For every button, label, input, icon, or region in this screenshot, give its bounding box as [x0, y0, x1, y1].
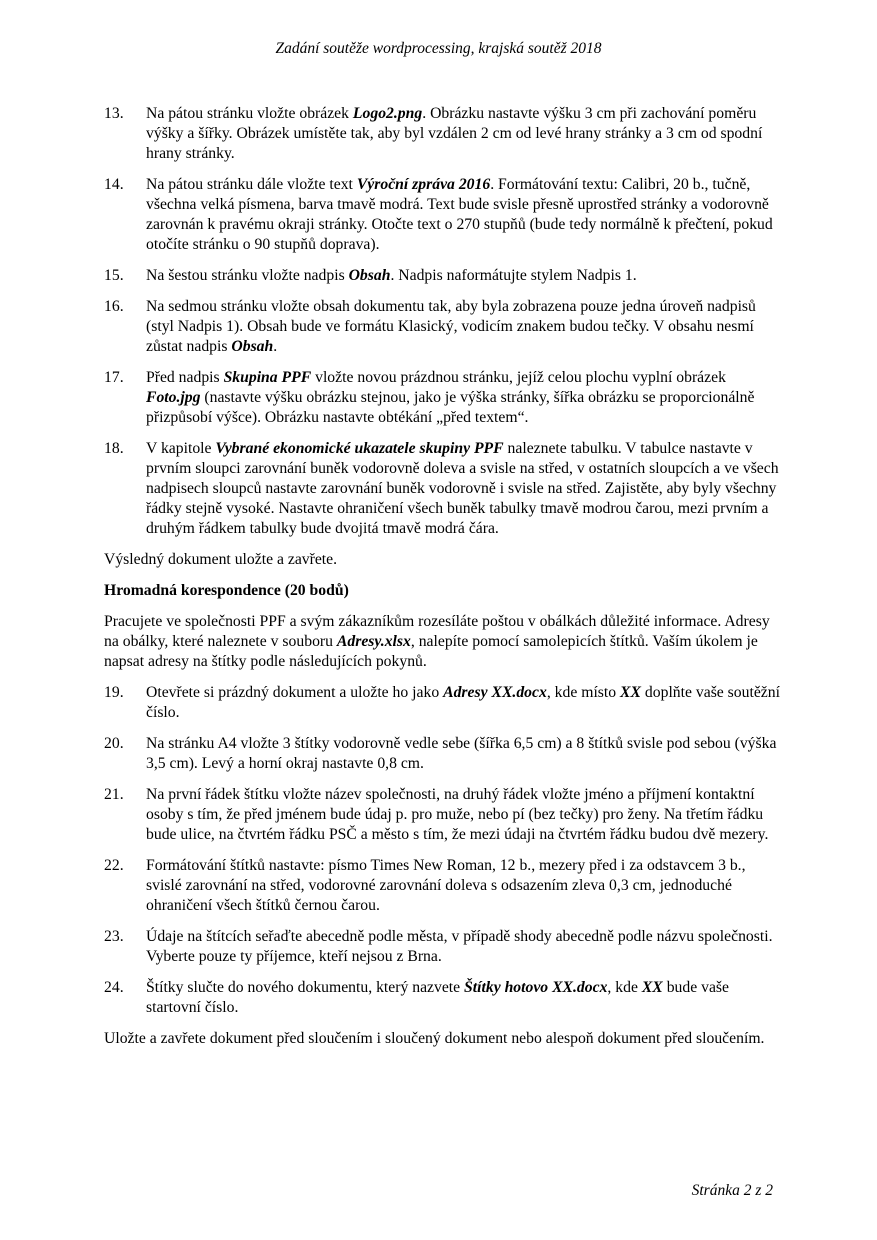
task-list-wordprocessing	[104, 104, 784, 539]
task-number: 15.	[104, 267, 124, 284]
task-text	[146, 856, 784, 916]
task-text	[146, 104, 784, 164]
text-run: vložte novou prázdnou stránku, jejíž celou plochu vyplní obrázek	[311, 369, 726, 386]
task-item	[104, 785, 784, 845]
task-text	[146, 785, 784, 845]
task-item	[104, 297, 784, 357]
emphasized-filename: Adresy XX.docx	[443, 684, 547, 701]
task-number: 14.	[104, 176, 124, 193]
text-run: . Nadpis naformátujte stylem Nadpis 1.	[390, 267, 637, 284]
text-run: Na šestou stránku vložte nadpis	[146, 267, 349, 284]
text-run: Na stránku A4 vložte 3 štítky vodorovně vedle sebe (šířka 6,5 cm) a 8 štítků svisle pod sebou (výška 3,5 cm). Levý a horní okraj nastavte 0,8 cm.	[146, 735, 777, 772]
text-run: Na pátou stránku vložte obrázek	[146, 105, 353, 122]
task-item	[104, 266, 784, 286]
task-number: 16.	[104, 298, 124, 315]
task-item	[104, 734, 784, 774]
task-text	[146, 978, 784, 1018]
emphasized-filename: XX	[641, 979, 663, 996]
task-text	[146, 266, 784, 286]
task-number: 20.	[104, 735, 124, 752]
page-footer: Stránka 2 z 2	[691, 1182, 773, 1199]
task-number: 19.	[104, 684, 124, 701]
task-number: 24.	[104, 979, 124, 996]
save-instruction: Výsledný dokument uložte a zavřete.	[104, 551, 338, 568]
emphasized-filename: Skupina PPF	[223, 369, 312, 386]
text-run: , kde místo	[546, 684, 621, 701]
emphasized-filename: XX	[620, 684, 641, 701]
closing-instruction: Uložte a zavřete dokument před sloučením i sloučený dokument nebo alespoň dokument před sloučením.	[104, 1030, 765, 1047]
task-text	[146, 368, 784, 428]
document-body	[104, 104, 784, 1060]
text-run: Na první řádek štítku vložte název společnosti, na druhý řádek vložte jméno a příjmení kontaktní osoby s tím, že před jménem bude údaj p. pro muže, nebo pí (bez tečky) pro ženy. Na třetím řádku bude ulice, na čtvrtém řádku PSČ a město s tím, že mezi údaji na čtvrtém řádku budou dvě mezery.	[146, 786, 769, 843]
section-intro	[104, 612, 784, 672]
text-run: Před nadpis	[146, 369, 224, 386]
text-run: Pracujete ve společnosti PPF a svým zákazníkům rozesíláte poštou v obálkách důležité informace. Adresy na obálky, které naleznete v souboru	[104, 613, 770, 650]
task-text	[146, 439, 784, 539]
text-run: , nalepíte pomocí samolepicích štítků. Vaším úkolem je napsat adresy na štítky podle následujících pokynů.	[104, 633, 758, 670]
text-run: Na pátou stránku dále vložte text	[146, 176, 357, 193]
text-run: Na sedmou stránku vložte obsah dokumentu tak, aby byla zobrazena pouze jedna úroveň nadpisů (styl Nadpis 1). Obsah bude ve formátu Klasický, vodicím znakem budou tečky. V obsahu nesmí zůstat nadpis	[146, 298, 756, 355]
task-list-mail-merge	[104, 683, 784, 1018]
text-run: (nastavte výšku obrázku stejnou, jako je výška stránky, šířka obrázku se proporcionálně přizpůsobí výšce). Obrázku nastavte obtékání „před textem“.	[146, 389, 755, 426]
task-text	[146, 175, 784, 255]
task-text	[146, 734, 784, 774]
text-run: .	[273, 338, 278, 355]
page-header: Zadání soutěže wordprocessing, krajská soutěž 2018	[275, 40, 602, 57]
task-number: 18.	[104, 440, 124, 457]
task-item	[104, 927, 784, 967]
text-run: V kapitole	[146, 440, 216, 457]
text-run: , kde	[607, 979, 642, 996]
task-item	[104, 856, 784, 916]
text-run: . Formátování textu: Calibri, 20 b., tučně, všechna velká písmena, barva tmavě modrá. Text bude svisle přesně uprostřed stránky a vodorovně zarovnán k pravému okraji stránky. Otočte text o 270 stupňů (bude tedy normálně k přečtení, pokud otočíte stránku o 90 stupňů doprava).	[146, 176, 773, 253]
task-number: 13.	[104, 105, 124, 122]
emphasized-filename: Výroční zpráva 2016	[356, 176, 491, 193]
text-run: . Obrázku nastavte výšku 3 cm při zachování poměru výšky a šířky. Obrázek umístěte tak, aby byl vzdálen 2 cm od levé hrany stránky a 3 cm od spodní hrany stránky.	[146, 105, 763, 162]
text-run: Štítky slučte do nového dokumentu, který nazvete	[146, 979, 465, 996]
text-run: naleznete tabulku. V tabulce nastavte v prvním sloupci zarovnání buněk vodorovně doleva a svisle na střed, v ostatních sloupcích a ve všech nadpisech sloupců nastavte zarovnání buněk vodorovně i svisle na střed. Zajistěte, aby byly všechny řádky stejně vysoké. Nastavte ohraničení všech buněk tabulky tmavě modrou čarou, mezi prvním a druhým řádkem tabulky bude dvojitá tmavě modrá čára.	[146, 440, 779, 537]
task-number: 21.	[104, 786, 124, 803]
emphasized-filename: Obsah	[348, 267, 391, 284]
task-item	[104, 175, 784, 255]
task-number: 22.	[104, 857, 124, 874]
text-run: Formátování štítků nastavte: písmo Times New Roman, 12 b., mezery před i za odstavcem 3 b., svislé zarovnání na střed, vodorovné zarovnání doleva s odsazením zleva 0,3 cm, jednoduché ohraničení všech štítků černou čarou.	[146, 857, 746, 914]
task-item	[104, 683, 784, 723]
text-run: bude vaše startovní číslo.	[146, 979, 729, 1016]
task-item	[104, 104, 784, 164]
emphasized-filename: Adresy.xlsx	[336, 633, 411, 650]
task-number: 23.	[104, 928, 124, 945]
task-item	[104, 978, 784, 1018]
text-run: Otevřete si prázdný dokument a uložte ho jako	[146, 684, 444, 701]
text-run: doplňte vaše soutěžní číslo.	[146, 684, 780, 721]
emphasized-filename: Foto.jpg	[146, 389, 201, 406]
task-text	[146, 927, 784, 967]
emphasized-filename: Obsah	[231, 338, 274, 355]
task-text	[146, 683, 784, 723]
task-item	[104, 439, 784, 539]
emphasized-filename: Vybrané ekonomické ukazatele skupiny PPF	[215, 440, 504, 457]
section-heading: Hromadná korespondence (20 bodů)	[104, 582, 349, 599]
task-number: 17.	[104, 369, 124, 386]
text-run: Údaje na štítcích seřaďte abecedně podle města, v případě shody abecedně podle názvu společnosti. Vyberte pouze ty příjemce, kteří nejsou z Brna.	[146, 928, 773, 965]
task-item	[104, 368, 784, 428]
task-text	[146, 297, 784, 357]
emphasized-filename: Štítky hotovo XX.docx	[464, 979, 608, 996]
emphasized-filename: Logo2.png	[352, 105, 423, 122]
